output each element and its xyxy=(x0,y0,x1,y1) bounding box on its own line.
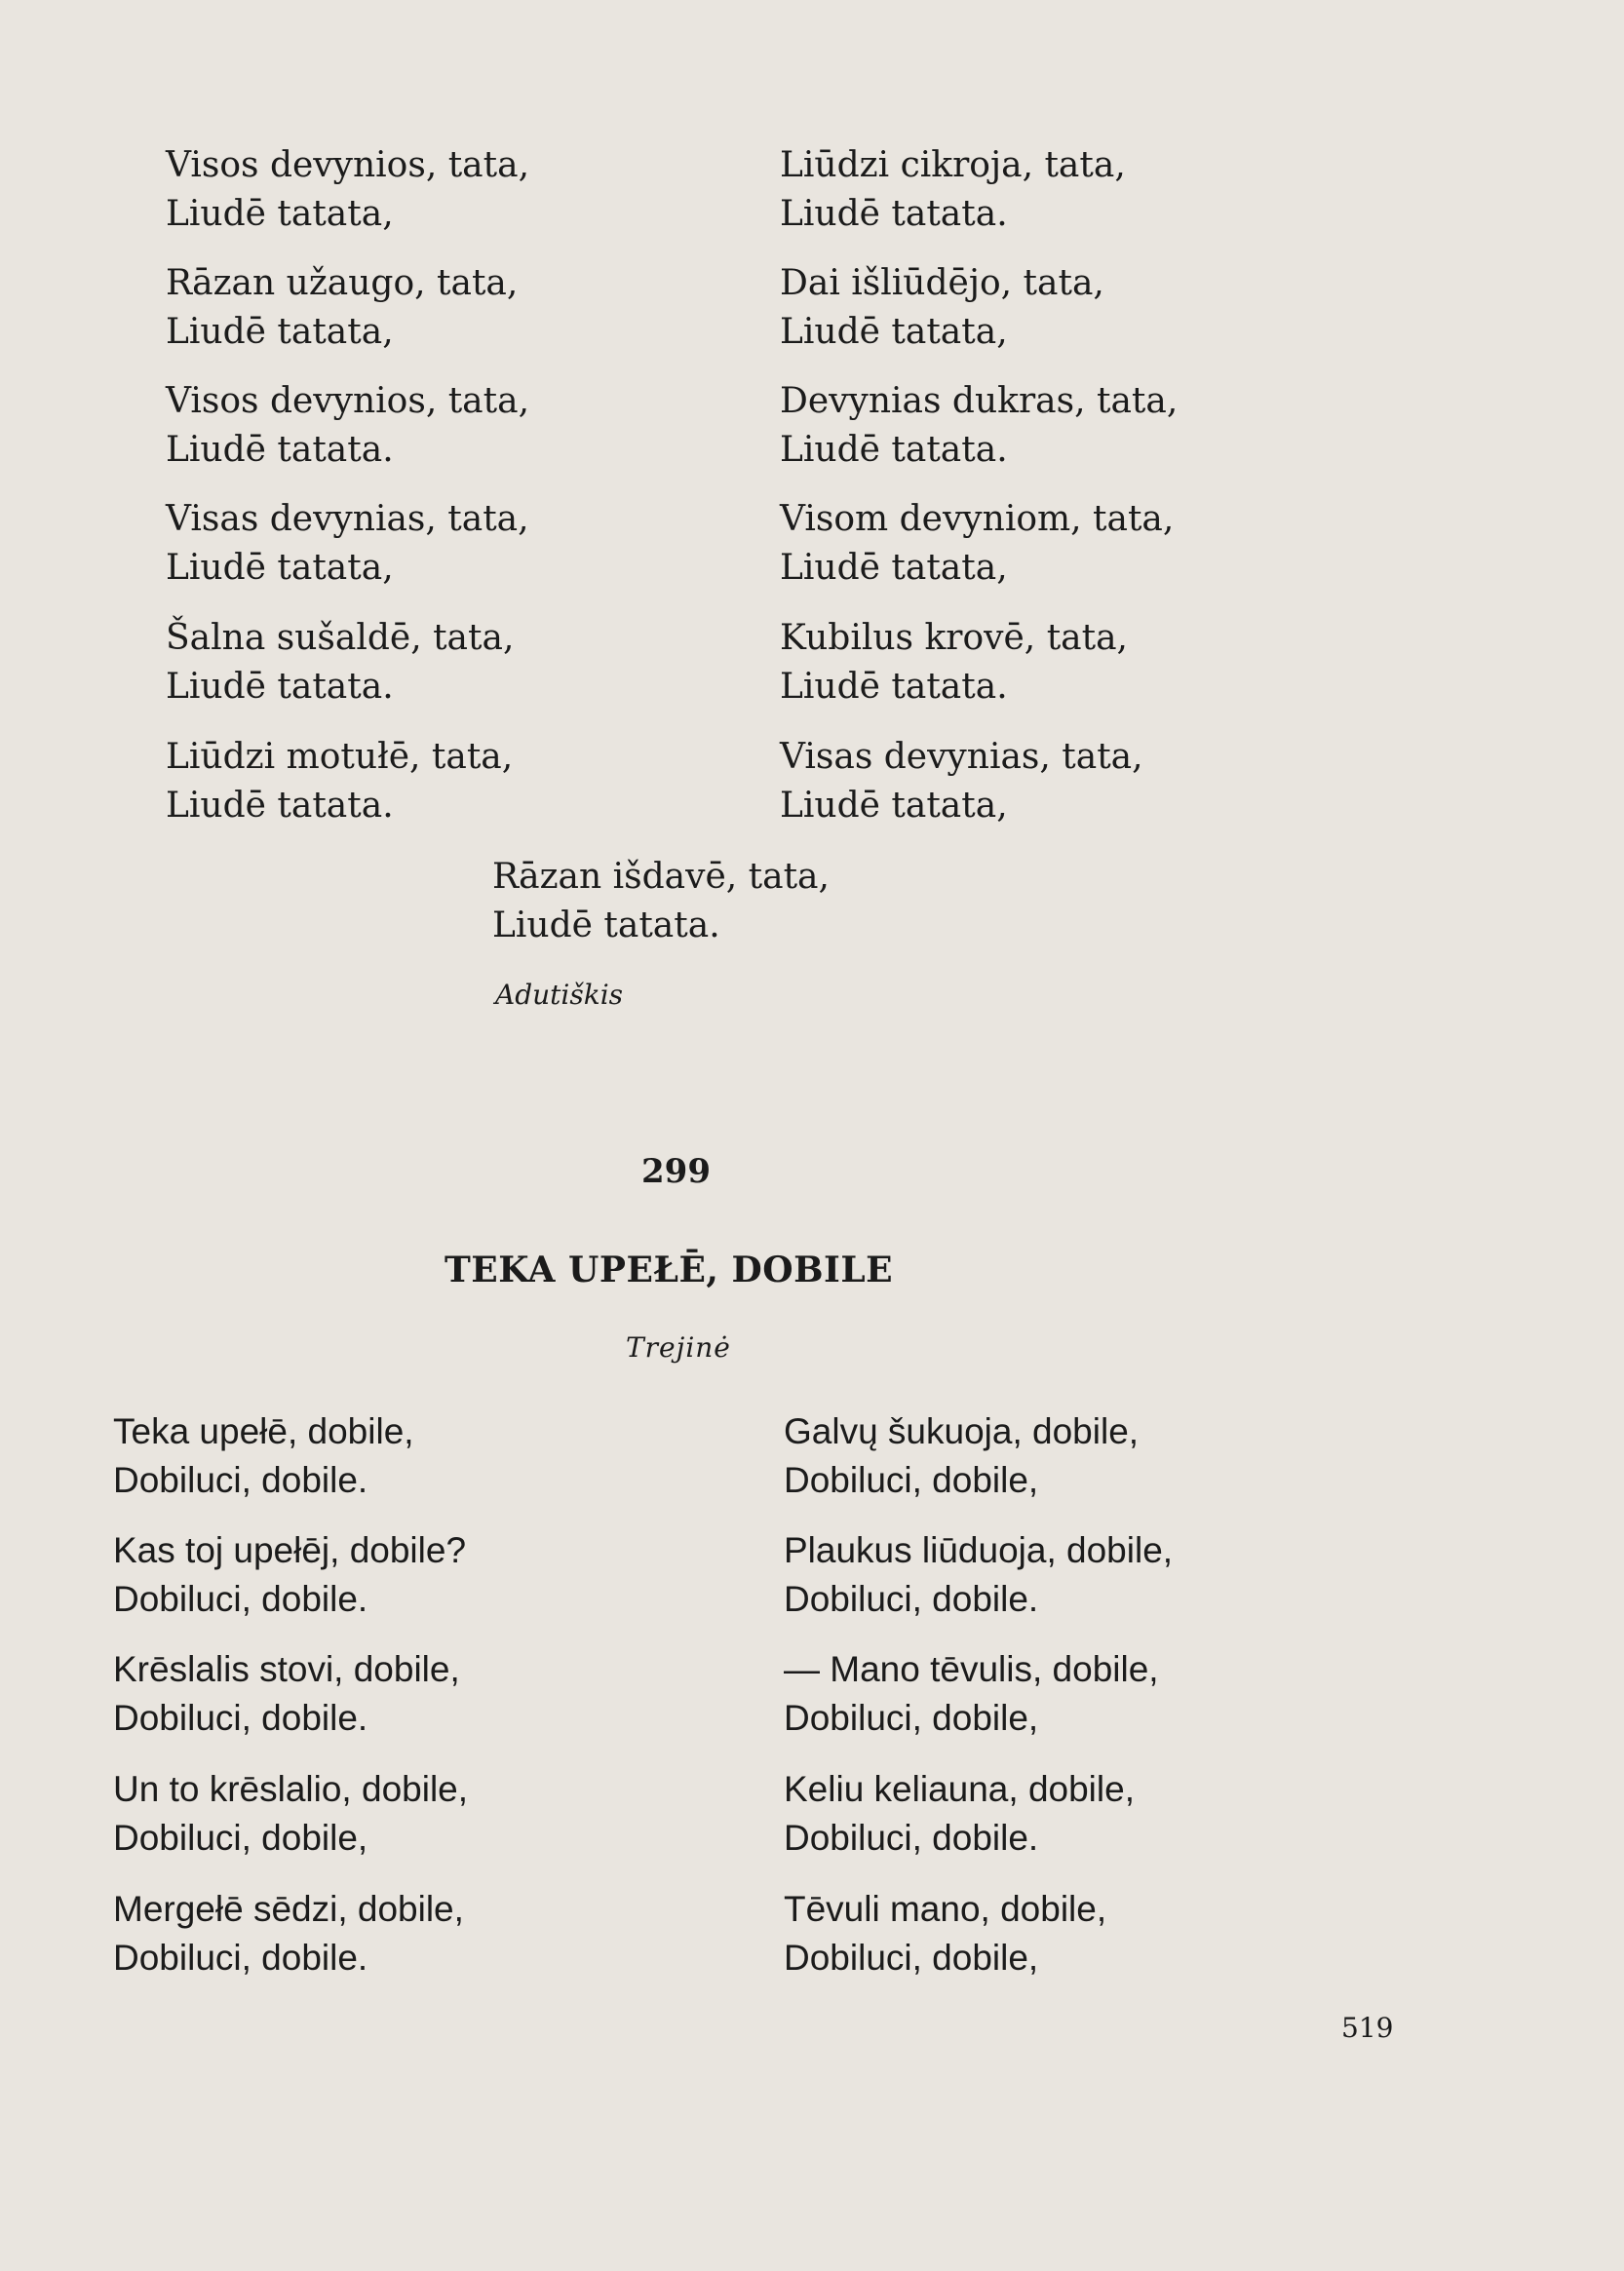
verse-refrain: Dobiluci, dobile, xyxy=(784,1460,1039,1500)
verse-refrain: Liudē tatata. xyxy=(780,667,1008,707)
stanza xyxy=(784,1885,1106,1982)
final-stanza xyxy=(492,853,830,950)
verse-refrain: Dobiluci, dobile. xyxy=(113,1460,368,1500)
verse-refrain: Liudē tatata. xyxy=(166,667,394,707)
verse-line: Plaukus liūduoja, dobile, xyxy=(784,1530,1174,1570)
stanza xyxy=(113,1407,414,1505)
verse-refrain: Liudē tatata. xyxy=(780,430,1008,470)
verse-line: Visas devynias, tata, xyxy=(780,737,1143,777)
stanza xyxy=(166,495,529,593)
song-number: 299 xyxy=(641,1152,711,1191)
stanza xyxy=(113,1526,466,1624)
stanza xyxy=(166,259,518,357)
verse-line: Šalna sušaldē, tata, xyxy=(166,618,515,658)
verse-refrain: Dobiluci, dobile, xyxy=(784,1938,1039,1978)
verse-refrain: Dobiluci, dobile. xyxy=(784,1579,1039,1619)
stanza xyxy=(784,1526,1173,1624)
stanza xyxy=(780,614,1128,712)
stanza xyxy=(780,733,1143,830)
verse-refrain: Liudē tatata. xyxy=(166,786,394,826)
verse-line: Dai išliūdējo, tata, xyxy=(780,263,1104,303)
stanza xyxy=(784,1407,1139,1505)
verse-refrain: Liudē tatata. xyxy=(492,905,720,945)
verse-line: Un to krēslalio, dobile, xyxy=(113,1769,469,1809)
verse-line: Liūdzi motułē, tata, xyxy=(166,737,514,777)
verse-line: Rāzan išdavē, tata, xyxy=(492,857,830,897)
verse-line: Tēvuli mano, dobile, xyxy=(784,1889,1107,1929)
verse-line: Visos devynios, tata, xyxy=(166,381,530,421)
verse-line: Rāzan užaugo, tata, xyxy=(166,263,519,303)
stanza xyxy=(166,733,513,830)
stanza xyxy=(780,495,1174,593)
verse-line: — Mano tēvulis, dobile, xyxy=(784,1649,1159,1689)
verse-refrain: Dobiluci, dobile. xyxy=(113,1698,368,1738)
verse-line: Galvų šukuoja, dobile, xyxy=(784,1411,1140,1451)
stanza xyxy=(784,1765,1135,1863)
verse-refrain: Liudē tatata. xyxy=(166,430,394,470)
verse-line: Devynias dukras, tata, xyxy=(780,381,1179,421)
verse-refrain: Dobiluci, dobile, xyxy=(113,1818,368,1858)
verse-refrain: Liudē tatata. xyxy=(780,194,1008,234)
verse-line: Kubilus krovē, tata, xyxy=(780,618,1128,658)
verse-refrain: Liudē tatata, xyxy=(780,786,1008,826)
stanza xyxy=(113,1765,468,1863)
verse-refrain: Dobiluci, dobile, xyxy=(784,1698,1039,1738)
stanza xyxy=(784,1645,1159,1743)
verse-line: Mergełē sēdzi, dobile, xyxy=(113,1889,464,1929)
stanza xyxy=(780,259,1104,357)
stanza xyxy=(166,141,529,239)
verse-refrain: Liudē tatata, xyxy=(780,548,1008,588)
verse-refrain: Liudē tatata, xyxy=(780,312,1008,352)
verse-line: Visom devyniom, tata, xyxy=(780,499,1175,539)
verse-line: Visos devynios, tata, xyxy=(166,145,530,185)
verse-line: Kas toj upełēj, dobile? xyxy=(113,1530,467,1570)
stanza xyxy=(166,377,529,475)
verse-refrain: Liudē tatata, xyxy=(166,312,394,352)
verse-refrain: Dobiluci, dobile. xyxy=(784,1818,1039,1858)
stanza xyxy=(780,377,1178,475)
page-number: 519 xyxy=(1341,2012,1394,2044)
verse-line: Visas devynias, tata, xyxy=(166,499,529,539)
verse-line: Teka upełē, dobile, xyxy=(113,1411,414,1451)
stanza xyxy=(113,1885,464,1982)
verse-refrain: Liudē tatata, xyxy=(166,194,394,234)
stanza xyxy=(166,614,514,712)
place-of-record: Adutiškis xyxy=(495,979,624,1011)
song-subtitle: Trejinė xyxy=(626,1331,731,1364)
stanza xyxy=(780,141,1126,239)
verse-refrain: Dobiluci, dobile. xyxy=(113,1579,368,1619)
verse-line: Liūdzi cikroja, tata, xyxy=(780,145,1126,185)
verse-line: Krēslalis stovi, dobile, xyxy=(113,1649,460,1689)
verse-refrain: Liudē tatata, xyxy=(166,548,394,588)
verse-line: Keliu keliauna, dobile, xyxy=(784,1769,1135,1809)
stanza xyxy=(113,1645,460,1743)
song-title: TEKA UPEŁĒ, DOBILE xyxy=(445,1250,894,1290)
verse-refrain: Dobiluci, dobile. xyxy=(113,1938,368,1978)
